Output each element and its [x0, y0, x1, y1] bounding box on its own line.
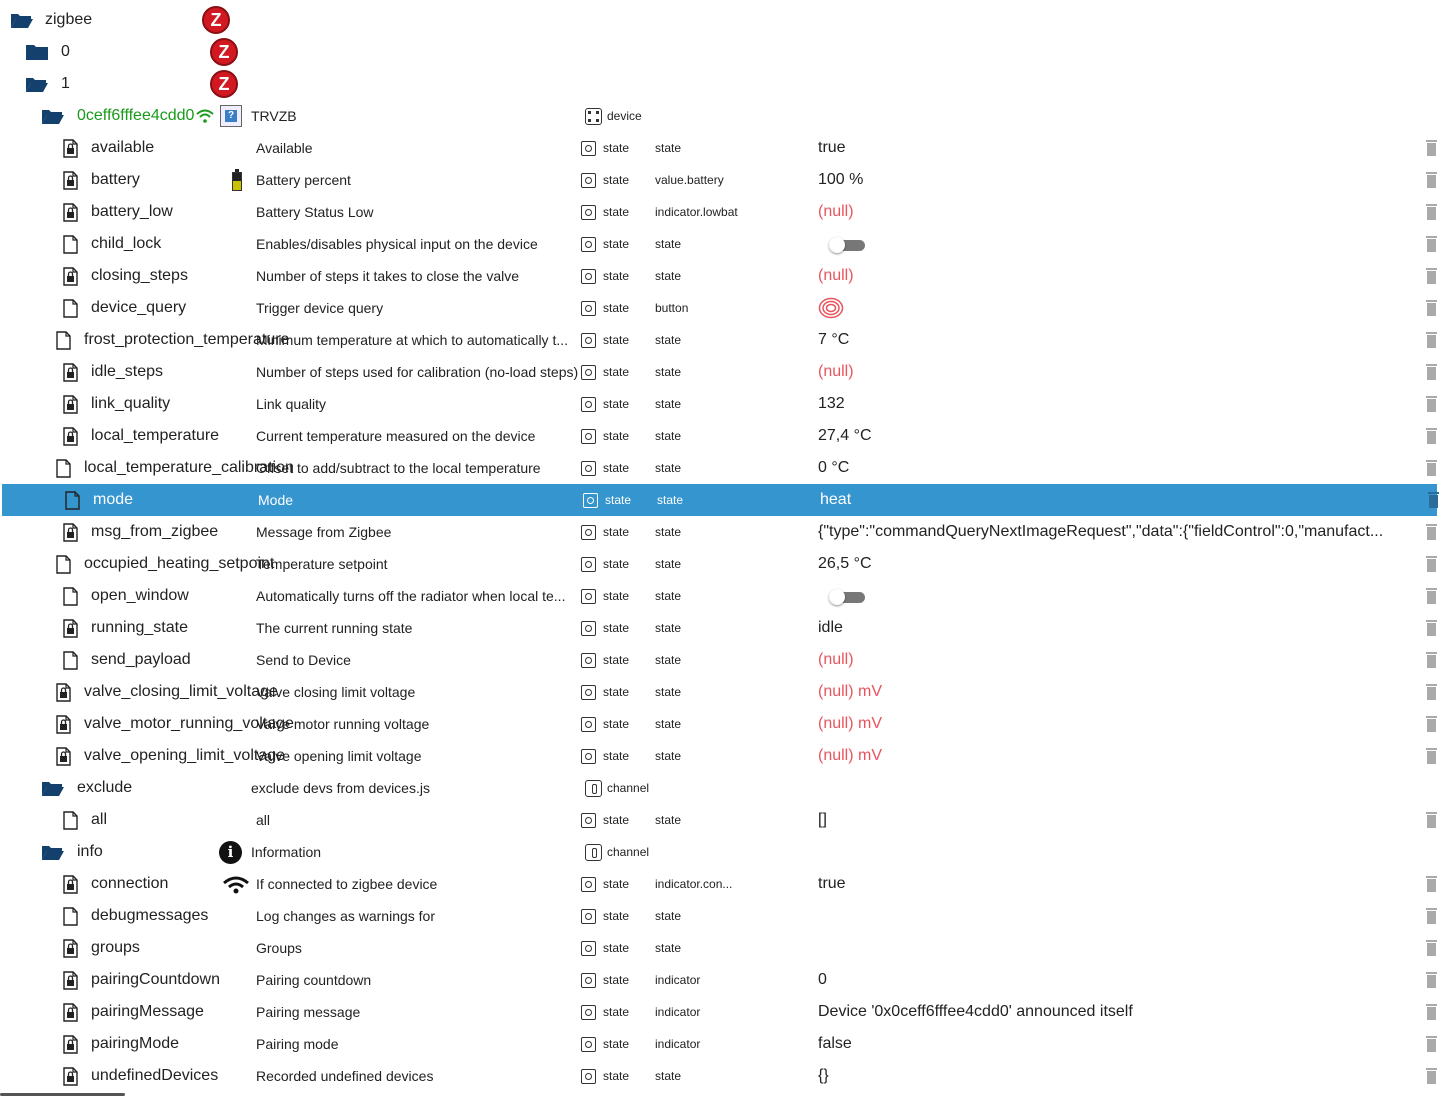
delete-trash-icon[interactable]	[1426, 268, 1437, 284]
state-type-icon	[581, 429, 596, 444]
state-type: state	[603, 685, 630, 699]
state-type: state	[605, 493, 632, 507]
device-name: TRVZB	[251, 108, 297, 124]
delete-trash-icon[interactable]	[1426, 556, 1437, 572]
state-id: valve_closing_limit_voltage	[84, 683, 278, 700]
state-description: Battery percent	[256, 172, 351, 188]
state-row-local_temperature_calibration[interactable]	[0, 452, 1437, 484]
delete-trash-icon[interactable]	[1426, 876, 1437, 892]
state-id: valve_opening_limit_voltage	[84, 747, 286, 764]
delete-trash-icon[interactable]	[1426, 364, 1437, 380]
battery-icon	[232, 169, 242, 191]
state-role: state	[655, 1069, 682, 1083]
state-row-closing_steps[interactable]	[0, 260, 1437, 292]
state-role: indicator.lowbat	[655, 205, 738, 219]
delete-trash-icon[interactable]	[1426, 428, 1437, 444]
file-icon	[63, 235, 78, 254]
state-row-valve_opening_limit_voltage[interactable]	[0, 740, 1437, 772]
delete-trash-icon[interactable]	[1426, 140, 1437, 156]
delete-trash-icon[interactable]	[1426, 460, 1437, 476]
state-type-icon	[581, 589, 596, 604]
delete-trash-icon[interactable]	[1428, 492, 1439, 508]
state-value[interactable]: false	[818, 1035, 852, 1052]
state-role: state	[655, 461, 682, 475]
state-type: state	[603, 397, 630, 411]
state-type-icon	[581, 941, 596, 956]
state-row-connection[interactable]	[0, 868, 1437, 900]
locked-file-icon	[63, 1035, 78, 1054]
state-role: state	[655, 653, 682, 667]
state-row-available[interactable]	[0, 132, 1437, 164]
state-type-icon	[581, 557, 596, 572]
state-id: link_quality	[91, 395, 171, 412]
locked-file-icon	[63, 203, 78, 222]
channel-type-icon	[585, 780, 602, 797]
state-id: groups	[91, 939, 140, 956]
locked-file-icon	[63, 1003, 78, 1022]
state-id: occupied_heating_setpoint	[84, 555, 275, 572]
state-id: frost_protection_temperature	[84, 331, 290, 348]
state-id: pairingCountdown	[91, 971, 220, 988]
device-image-icon: ?	[220, 105, 242, 127]
locked-file-icon	[56, 715, 71, 734]
state-row-running_state[interactable]	[0, 612, 1437, 644]
open-folder-icon[interactable]	[25, 75, 49, 93]
state-type-icon	[581, 717, 596, 732]
state-description: Automatically turns off the radiator when local te...	[256, 588, 566, 604]
state-description: Pairing countdown	[256, 972, 372, 988]
state-id: closing_steps	[91, 267, 188, 284]
locked-file-icon	[63, 427, 78, 446]
state-row-frost_protection_temperature[interactable]	[0, 324, 1437, 356]
locked-file-icon	[63, 939, 78, 958]
file-icon	[56, 459, 71, 478]
state-value[interactable]: 0 °C	[818, 459, 850, 476]
zigbee-logo-icon: Z	[210, 70, 238, 98]
file-icon	[63, 299, 78, 318]
state-type-icon	[581, 1005, 596, 1020]
state-value[interactable]: []	[818, 811, 827, 828]
closed-folder-icon[interactable]	[26, 44, 48, 60]
state-id: pairingMessage	[91, 1003, 204, 1020]
state-value[interactable]	[818, 932, 1398, 964]
state-id: undefinedDevices	[91, 1067, 219, 1084]
state-type: state	[603, 717, 630, 731]
state-value[interactable]	[818, 900, 1398, 932]
wifi-icon	[223, 876, 249, 894]
state-id: debugmessages	[91, 907, 209, 924]
state-description: all	[256, 812, 271, 828]
state-value[interactable]: 27,4 °C	[818, 427, 872, 444]
wifi-icon	[196, 109, 214, 123]
state-value[interactable]: (null)	[818, 267, 854, 284]
delete-trash-icon[interactable]	[1426, 300, 1437, 316]
state-id: send_payload	[91, 651, 191, 668]
delete-trash-icon[interactable]	[1426, 812, 1437, 828]
state-id: msg_from_zigbee	[91, 523, 219, 540]
state-row-idle_steps[interactable]	[0, 356, 1437, 388]
delete-trash-icon[interactable]	[1426, 748, 1437, 764]
state-type-icon	[581, 525, 596, 540]
state-role: button	[655, 301, 689, 315]
object-type: channel	[607, 781, 650, 795]
state-type: state	[603, 653, 630, 667]
state-role: state	[655, 621, 682, 635]
locked-file-icon	[63, 363, 78, 382]
state-id: device_query	[91, 299, 187, 316]
state-type: state	[603, 941, 630, 955]
state-type-icon	[581, 877, 596, 892]
state-type-icon	[581, 973, 596, 988]
delete-trash-icon[interactable]	[1426, 1036, 1437, 1052]
state-role: indicator	[655, 973, 701, 987]
state-description: Send to Device	[256, 652, 351, 668]
state-value[interactable]: (null)	[818, 651, 854, 668]
state-value[interactable]: (null) mV	[818, 747, 883, 764]
state-value[interactable]: Device '0x0ceff6fffee4cdd0' announced itself	[818, 1003, 1133, 1020]
state-type: state	[603, 1037, 630, 1051]
delete-trash-icon[interactable]	[1426, 588, 1437, 604]
locked-file-icon	[63, 875, 78, 894]
state-role: state	[655, 749, 682, 763]
file-icon	[63, 651, 78, 670]
locked-file-icon	[56, 747, 71, 766]
channel-row-exclude[interactable]	[0, 772, 1437, 804]
state-type: state	[603, 333, 630, 347]
channel-name: exclude devs from devices.js	[251, 780, 430, 796]
state-row-local_temperature[interactable]	[0, 420, 1437, 452]
state-row-debugmessages[interactable]	[0, 900, 1437, 932]
state-description: Pairing message	[256, 1004, 361, 1020]
state-type-icon	[581, 621, 596, 636]
state-row-mode[interactable]	[2, 484, 1437, 516]
state-description: Enables/disables physical input on the device	[256, 236, 538, 252]
state-type: state	[603, 589, 630, 603]
delete-trash-icon[interactable]	[1426, 236, 1437, 252]
state-id: local_temperature_calibration	[84, 459, 294, 476]
state-id: open_window	[91, 587, 189, 604]
state-row-battery_low[interactable]	[0, 196, 1437, 228]
state-type: state	[603, 301, 630, 315]
state-role: indicator	[655, 1037, 701, 1051]
folder-label: info	[77, 843, 103, 860]
locked-file-icon	[63, 267, 78, 286]
open-folder-icon[interactable]	[41, 843, 65, 861]
state-role: state	[655, 717, 682, 731]
file-icon	[63, 907, 78, 926]
delete-trash-icon[interactable]	[1426, 652, 1437, 668]
channel-row-info[interactable]	[0, 836, 1437, 868]
state-id: valve_motor_running_voltage	[84, 715, 294, 732]
state-type-icon	[581, 749, 596, 764]
state-description: Temperature setpoint	[256, 556, 388, 572]
state-id: battery_low	[91, 203, 173, 220]
state-description: Valve motor running voltage	[256, 716, 430, 732]
state-description: Available	[256, 140, 313, 156]
delete-trash-icon[interactable]	[1426, 204, 1437, 220]
delete-trash-icon[interactable]	[1426, 940, 1437, 956]
locked-file-icon	[63, 619, 78, 638]
state-description: Number of steps it takes to close the valve	[256, 268, 520, 284]
state-role: state	[655, 525, 682, 539]
state-row-undefinedDevices[interactable]	[0, 1060, 1437, 1092]
object-type: device	[607, 109, 642, 123]
state-value[interactable]: 132	[818, 395, 845, 412]
state-role: state	[655, 685, 682, 699]
state-toggle-switch[interactable]	[829, 237, 865, 253]
state-role: state	[655, 237, 682, 251]
state-row-battery[interactable]	[0, 164, 1437, 196]
state-role: state	[655, 429, 682, 443]
state-id: all	[91, 811, 108, 828]
locked-file-icon	[63, 523, 78, 542]
folder-row-0[interactable]	[0, 36, 1437, 68]
state-type: state	[603, 749, 630, 763]
state-type-icon	[581, 397, 596, 412]
state-value[interactable]: 0	[818, 971, 827, 988]
state-row-valve_closing_limit_voltage[interactable]	[0, 676, 1437, 708]
open-folder-icon[interactable]	[10, 11, 34, 29]
folder-row-zigbee[interactable]	[0, 4, 1437, 36]
state-type: state	[603, 813, 630, 827]
delete-trash-icon[interactable]	[1426, 716, 1437, 732]
state-description: Link quality	[256, 396, 327, 412]
state-type-icon	[581, 173, 596, 188]
state-row-pairingCountdown[interactable]	[0, 964, 1437, 996]
state-type: state	[603, 973, 630, 987]
state-id: idle_steps	[91, 363, 164, 380]
state-value[interactable]: (null) mV	[818, 683, 883, 700]
state-type: state	[603, 269, 630, 283]
state-description: If connected to zigbee device	[256, 876, 438, 892]
delete-trash-icon[interactable]	[1426, 684, 1437, 700]
state-row-pairingMode[interactable]	[0, 1028, 1437, 1060]
folder-label: zigbee	[45, 11, 93, 28]
state-role: value.battery	[655, 173, 724, 187]
state-type: state	[603, 621, 630, 635]
state-type-icon	[581, 813, 596, 828]
state-description: Valve opening limit voltage	[256, 748, 422, 764]
state-type: state	[603, 557, 630, 571]
state-role: state	[655, 333, 682, 347]
state-value[interactable]: true	[818, 139, 846, 156]
file-icon	[65, 491, 80, 510]
state-description: Battery Status Low	[256, 204, 374, 220]
delete-trash-icon[interactable]	[1426, 1068, 1437, 1084]
state-description: Offset to add/subtract to the local temperature	[256, 460, 541, 476]
state-row-device_query[interactable]	[0, 292, 1437, 324]
state-value[interactable]: (null)	[818, 363, 854, 380]
device-id-label: 0ceff6fffee4cdd0	[77, 107, 195, 124]
state-row-groups[interactable]	[0, 932, 1437, 964]
state-row-msg_from_zigbee[interactable]	[0, 516, 1437, 548]
state-id: child_lock	[91, 235, 162, 252]
state-role: state	[655, 557, 682, 571]
state-id: connection	[91, 875, 169, 892]
state-type-icon	[583, 493, 598, 508]
device-type-icon	[585, 108, 602, 125]
state-value[interactable]: {}	[818, 1067, 829, 1084]
locked-file-icon	[63, 171, 78, 190]
state-type-icon	[581, 141, 596, 156]
state-type: state	[603, 525, 630, 539]
state-type-icon	[581, 205, 596, 220]
state-value[interactable]: {"type":"commandQueryNextImageRequest","data":{"fieldControl":0,"manufact...	[818, 523, 1384, 540]
state-value[interactable]: true	[818, 875, 846, 892]
state-description: The current running state	[256, 620, 413, 636]
state-type-icon	[581, 301, 596, 316]
folder-row-1[interactable]	[0, 68, 1437, 100]
state-description: Valve closing limit voltage	[256, 684, 416, 700]
state-role: indicator	[655, 1005, 701, 1019]
state-type-icon	[581, 1037, 596, 1052]
state-description: Pairing mode	[256, 1036, 339, 1052]
object-type: channel	[607, 845, 650, 859]
zigbee-logo-icon: Z	[210, 38, 238, 66]
state-type-icon	[581, 365, 596, 380]
file-icon	[56, 555, 71, 574]
channel-type-icon	[585, 844, 602, 861]
state-type-icon	[581, 237, 596, 252]
delete-trash-icon[interactable]	[1426, 172, 1437, 188]
delete-trash-icon[interactable]	[1426, 332, 1437, 348]
state-description: Log changes as warnings for	[256, 908, 435, 924]
delete-trash-icon[interactable]	[1426, 620, 1437, 636]
state-value[interactable]: (null) mV	[818, 715, 883, 732]
state-role: state	[655, 589, 682, 603]
delete-trash-icon[interactable]	[1426, 972, 1437, 988]
locked-file-icon	[63, 395, 78, 414]
state-role: state	[655, 813, 682, 827]
state-description: Message from Zigbee	[256, 524, 392, 540]
state-id: mode	[93, 491, 134, 508]
open-folder-icon[interactable]	[41, 779, 65, 797]
state-value[interactable]: heat	[820, 491, 852, 508]
state-row-pairingMessage[interactable]	[0, 996, 1437, 1028]
state-row-send_payload[interactable]	[0, 644, 1437, 676]
state-type-icon	[581, 685, 596, 700]
info-icon: i	[219, 841, 242, 864]
state-toggle-switch[interactable]	[829, 589, 865, 605]
state-description: Number of steps used for calibration (no-load steps)	[256, 364, 579, 380]
state-value[interactable]: (null)	[818, 203, 854, 220]
delete-trash-icon[interactable]	[1426, 524, 1437, 540]
state-description: Mode	[258, 492, 294, 508]
state-type: state	[603, 141, 630, 155]
state-type: state	[603, 205, 630, 219]
state-type-icon	[581, 461, 596, 476]
state-role: state	[655, 397, 682, 411]
state-row-link_quality[interactable]	[0, 388, 1437, 420]
file-icon	[63, 811, 78, 830]
device-row[interactable]	[0, 100, 1437, 132]
state-value[interactable]: 7 °C	[818, 331, 850, 348]
state-role: state	[655, 141, 682, 155]
channel-name: Information	[251, 844, 322, 860]
state-id: running_state	[91, 619, 188, 636]
state-type: state	[603, 461, 630, 475]
state-type: state	[603, 173, 630, 187]
state-row-occupied_heating_setpoint[interactable]	[0, 548, 1437, 580]
state-type: state	[603, 237, 630, 251]
state-id: available	[91, 139, 155, 156]
locked-file-icon	[63, 139, 78, 158]
file-icon	[63, 587, 78, 606]
state-type-icon	[581, 909, 596, 924]
zigbee-logo-icon: Z	[202, 6, 230, 34]
locked-file-icon	[63, 971, 78, 990]
state-description: Recorded undefined devices	[256, 1068, 434, 1084]
delete-trash-icon[interactable]	[1426, 1004, 1437, 1020]
state-type: state	[603, 365, 630, 379]
state-row-valve_motor_running_voltage[interactable]	[0, 708, 1437, 740]
folder-label: exclude	[77, 779, 133, 796]
state-id: battery	[91, 171, 140, 188]
state-type-icon	[581, 653, 596, 668]
locked-file-icon	[56, 683, 71, 702]
state-value[interactable]: idle	[818, 619, 843, 636]
delete-trash-icon[interactable]	[1426, 908, 1437, 924]
press-button-icon[interactable]	[818, 297, 844, 319]
open-folder-icon[interactable]	[41, 107, 65, 125]
state-role: state	[655, 941, 682, 955]
state-type-icon	[581, 1069, 596, 1084]
state-value[interactable]: 26,5 °C	[818, 555, 872, 572]
state-description: Minimum temperature at which to automatically t...	[256, 332, 569, 348]
locked-file-icon	[63, 1067, 78, 1086]
state-type: state	[603, 429, 630, 443]
state-row-all[interactable]	[0, 804, 1437, 836]
state-role: indicator.con...	[655, 877, 733, 891]
state-description: Groups	[256, 940, 302, 956]
state-value[interactable]: 100 %	[818, 171, 864, 188]
state-type: state	[603, 909, 630, 923]
state-role: state	[655, 365, 682, 379]
state-role: state	[655, 909, 682, 923]
state-row-child_lock[interactable]	[0, 228, 1437, 260]
state-description: Trigger device query	[256, 300, 384, 316]
delete-trash-icon[interactable]	[1426, 396, 1437, 412]
state-type-icon	[581, 269, 596, 284]
state-role: state	[657, 493, 684, 507]
file-icon	[56, 331, 71, 350]
state-type: state	[603, 877, 630, 891]
folder-label: 0	[61, 43, 70, 60]
state-id: pairingMode	[91, 1035, 180, 1052]
state-role: state	[655, 269, 682, 283]
state-type: state	[603, 1005, 630, 1019]
state-row-open_window[interactable]	[0, 580, 1437, 612]
state-type: state	[603, 1069, 630, 1083]
state-type-icon	[581, 333, 596, 348]
state-id: local_temperature	[91, 427, 220, 444]
folder-label: 1	[61, 75, 70, 92]
state-description: Current temperature measured on the device	[256, 428, 536, 444]
